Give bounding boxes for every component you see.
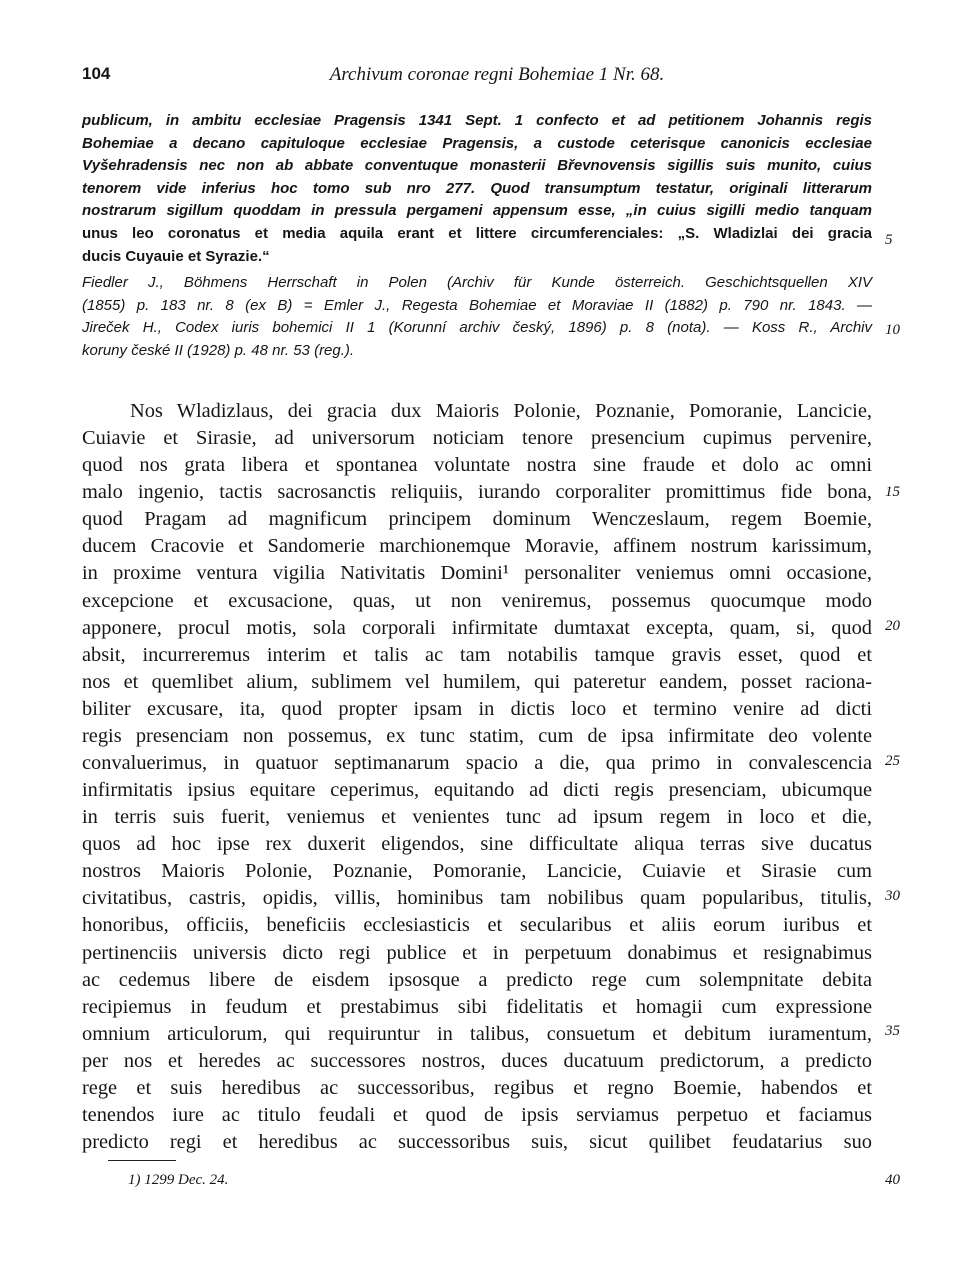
text-line: ac cedemus libere de eisdem ipsosque a predicto rege cum solempnitate debita — [82, 968, 872, 991]
text-line: nos et quemlibet alium, sublimem vel humilem, qui pateretur eandem, posset raciona- — [82, 670, 872, 693]
text-line: Cuiavie et Sirasie, ad universorum noticiam tenore presencium cupimus pervenire, — [82, 427, 872, 450]
bibliography-line: koruny české II (1928) p. 48 nr. 53 (reg.). — [82, 341, 355, 359]
text-line: infirmitatis ipsius equitare ceperimus, equitando ad dicti regis presenciam, ubicumque — [82, 779, 872, 802]
text-line: excepcione et excusacione, quas, ut non veniremus, possemus quocumque modo — [82, 589, 872, 612]
text-line: regis presenciam non possemus, ex tunc statim, cum de ipsa infirmitate deo volente — [82, 724, 872, 747]
line-number-margin: 5 — [885, 232, 893, 248]
text-line: convaluerimus, in quatuor septimanarum spacio a die, qua primo in convalescencia — [82, 752, 872, 775]
text-line: tenendos iure ac titulo feudali et quod de ipsis serviamus perpetuo et faciamus — [82, 1104, 872, 1127]
line-number-margin: 15 — [885, 484, 900, 500]
running-title: Archivum coronae regni Bohemiae 1 Nr. 68. — [329, 64, 665, 85]
text-line: absit, incurreremus interim et talis ac tam notabilis tamque gravis esset, quod et — [82, 643, 872, 666]
charter-text — [82, 398, 872, 1156]
text-line: ducem Cracovie et Sandomerie marchionemque Moravie, affinem nostrum karissimum, — [82, 535, 872, 558]
text-line: apponere, procul motis, sola corporali infirmitate dumtaxat excepta, quam, si, quod — [82, 616, 872, 639]
page-number: 104 — [82, 64, 111, 83]
bibliography-line: Fiedler J., Böhmens Herrschaft in Polen (Archiv für Kunde österreich. Geschichtsquellen XIV — [82, 274, 872, 291]
bibliography — [82, 272, 872, 362]
text-line: quod nos grata libera et spontanea voluntate nostra sine fraude et dolo ac omni — [82, 454, 872, 477]
line-number-margin: 35 — [885, 1023, 900, 1039]
intro-line: tenorem vide inferius hoc tomo sub nro 277. Quod transumptum testatur, originali litterarum — [82, 179, 872, 197]
text-line: recipiemus in feudum et prestabimus sibi fidelitatis et homagii cum expressione — [82, 995, 872, 1018]
text-line: quos ad hoc ipse rex duxerit eligendos, sine difficultate aliqua terras sive ducatus — [82, 833, 872, 856]
text-line: predicto regi et heredibus ac successoribus suis, sicut quilibet feudatarius suo — [82, 1131, 872, 1154]
text-line: civitatibus, castris, opidis, villis, hominibus tam nobilibus quam popularibus, titulis, — [82, 887, 872, 910]
text-line: in terris suis fuerit, veniemus et venientes tunc ad ipsum regem in loco et die, — [82, 806, 872, 829]
text-line: nostros Maioris Polonie, Poznanie, Pomoranie, Lancicie, Cuiavie et Sirasie cum — [82, 860, 872, 883]
text-line: Nos Wladizlaus, dei gracia dux Maioris Polonie, Poznanie, Pomoranie, Lancicie, — [130, 400, 872, 422]
text-line: biliter excusare, ita, quod propter ipsam in dictis loco et termino venire ad dicti — [82, 697, 872, 720]
text-line: omnium articulorum, qui requiruntur in talibus, consuetum et debitum iuramentum, — [82, 1022, 872, 1045]
text-line: in proxime ventura vigilia Nativitatis Domini¹ personaliter veniemus omni occasione, — [82, 562, 872, 585]
text-line: malo ingenio, tactis sacrosanctis reliquiis, iurando corporaliter promittimus fide bona, — [82, 481, 872, 504]
text-line: quod Pragam ad magnificum principem dominum Wenczeslaum, regem Boemie, — [82, 508, 872, 531]
introductory-note — [82, 110, 872, 268]
intro-line: nostrarum sigillum quoddam in pressula pergameni appensum esse, „in cuius sigilli medio tanquam — [82, 202, 872, 220]
text-line: per nos et heredes ac successores nostros, duces ducatuum predictorum, a predicto — [82, 1049, 872, 1072]
intro-line: ducis Cuyauie et Syrazie.“ — [82, 247, 270, 265]
bibliography-line: Jireček H., Codex iuris bohemici II 1 (Korunní archiv český, 1896) p. 8 (nota). — Koss R., Archiv — [82, 319, 872, 337]
text-line: rege et suis heredibus ac successoribus, regibus et regno Boemie, habendos et — [82, 1076, 872, 1099]
text-line: honoribus, officiis, beneficiis ecclesiasticis et secularibus et aliis eorum iuribus et — [82, 914, 872, 937]
footnote-separator — [108, 1160, 176, 1161]
footnote: 1) 1299 Dec. 24. — [128, 1172, 229, 1188]
text-line: pertinenciis universis dicto regi publice et in perpetuum donabimus et resignabimus — [82, 941, 872, 964]
intro-line: Vyšehradensis nec non ab abbate conventuque monasterii Břevnovensis sigillis suis munito, cuius — [82, 157, 872, 175]
bibliography-line: (1855) p. 183 nr. 8 (ex B) = Emler J., Regesta Bohemiae et Moraviae II (1882) p. 790 nr. 1843. — — [82, 296, 872, 314]
line-number-margin: 30 — [885, 888, 900, 904]
intro-line: publicum, in ambitu ecclesiae Pragensis 1341 Sept. 1 confecto et ad petitionem Johannis regis — [82, 112, 872, 129]
intro-line: Bohemiae a decano capituloque ecclesiae Pragensis, a custode ceterisque canonicis ecclesiae — [82, 134, 872, 152]
page-header — [82, 64, 872, 88]
line-number-margin: 40 — [885, 1172, 900, 1188]
line-number-margin: 25 — [885, 753, 900, 769]
line-number-margin: 10 — [885, 322, 900, 338]
line-number-margin: 20 — [885, 618, 900, 634]
intro-line: unus leo coronatus et media aquila erant et littere circumferenciales: „S. Wladizlai dei gracia — [82, 224, 872, 242]
